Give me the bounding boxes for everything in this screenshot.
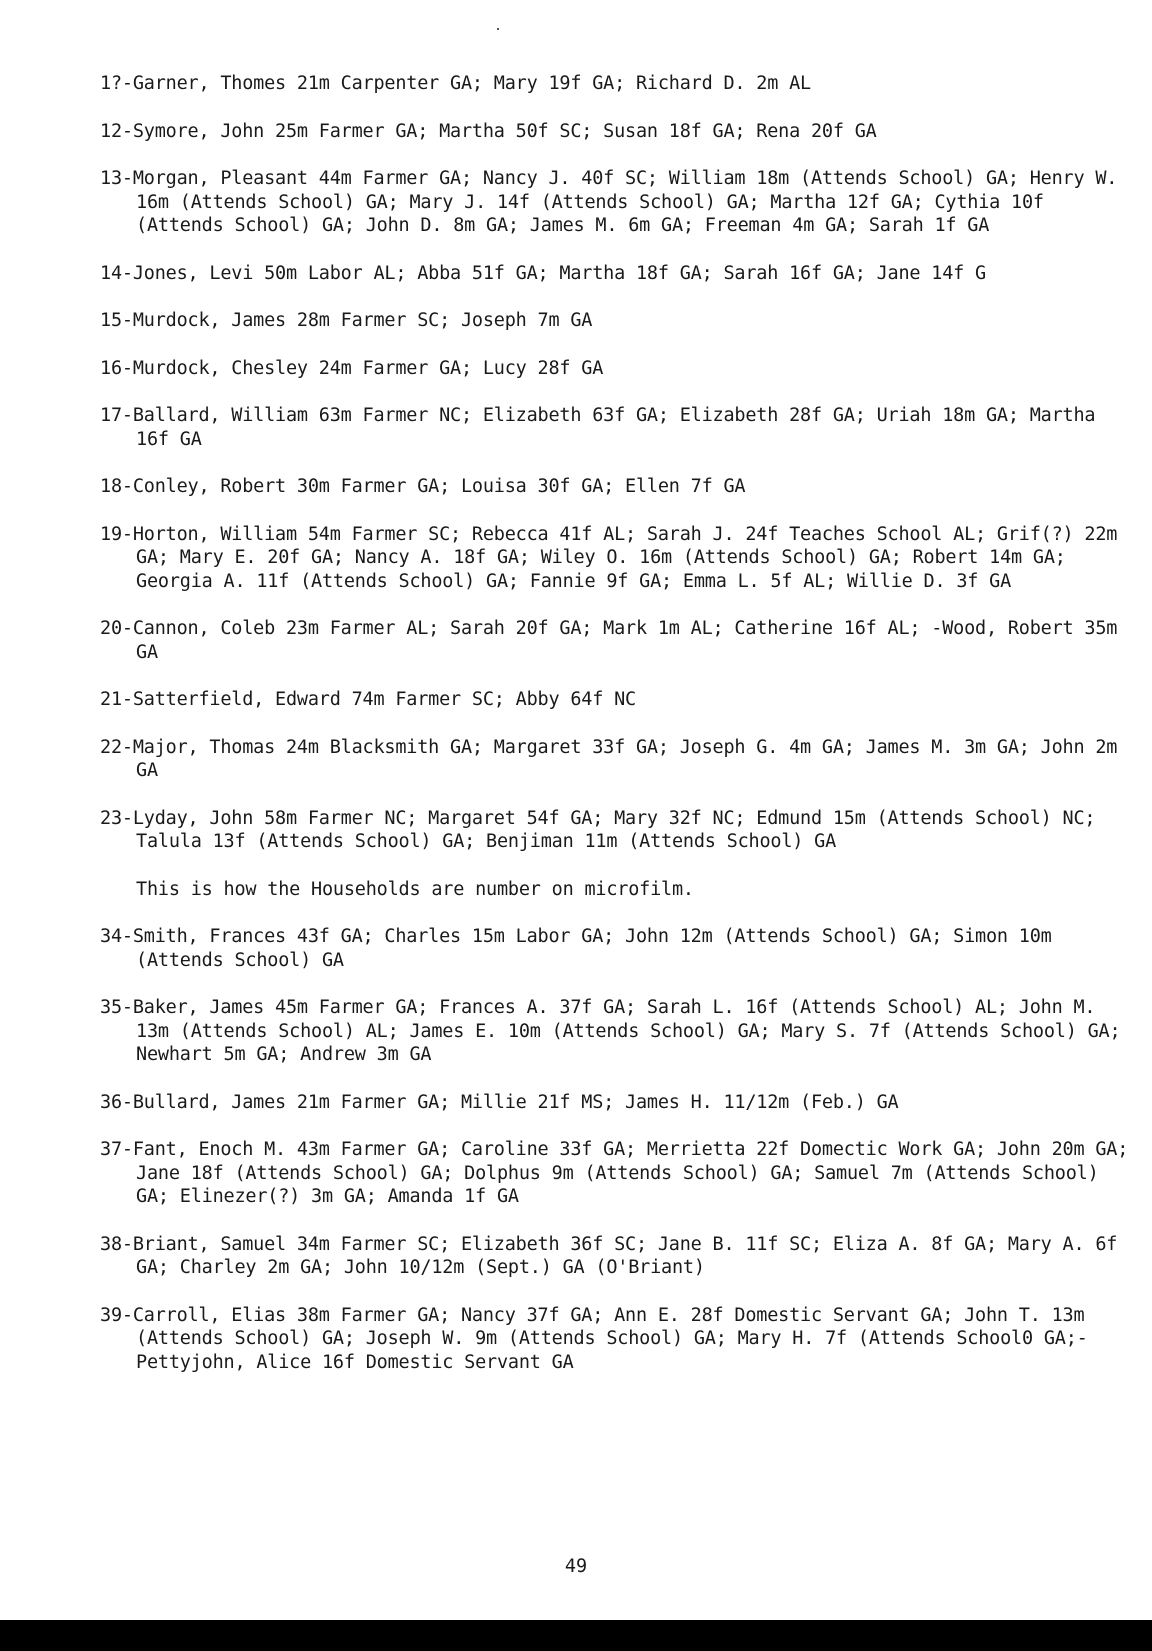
household-entry-21: 21-Satterfield, Edward 74m Farmer SC; Abby 64f NC: [100, 689, 636, 710]
household-entry-13: 13-Morgan, Pleasant 44m Farmer GA; Nancy J. 40f SC; William 18m (Attends School) GA; Henry W. 16m (Attends School) GA; Mary J. 14f (Attends School) GA; Martha 12f GA; Cythia 10f (Attends School) GA; John D. 8m GA; James M. 6m GA; Freeman 4m GA; Sarah 1f GA: [100, 168, 1118, 236]
household-entry-23: 23-Lyday, John 58m Farmer NC; Margaret 54f GA; Mary 32f NC; Edmund 15m (Attends School) NC; Talula 13f (Attends School) GA; Benjiman 11m (Attends School) GA: [100, 807, 1096, 852]
household-entry-20: 20-Cannon, Coleb 23m Farmer AL; Sarah 20f GA; Mark 1m AL; Catherine 16f AL; -Wood, Robert 35m GA: [100, 618, 1118, 663]
household-entry-36: 36-Bullard, James 21m Farmer GA; Millie 21f MS; James H. 11/12m (Feb.) GA: [100, 1091, 899, 1113]
household-entry-14: 14-Jones, Levi 50m Labor AL; Abba 51f GA; Martha 18f GA; Sarah 16f GA; Jane 14f G: [100, 262, 986, 284]
household-entry-37: 37-Fant, Enoch M. 43m Farmer GA; Caroline 33f GA; Merrietta 22f Domectic Work GA; John 20m GA; Jane 18f (Attends School) GA; Dolphus 9m (Attends School) GA; Samuel 7m (Attends School) GA; Elinezer(?) 3m GA; Amanda 1f GA: [100, 1139, 1129, 1207]
household-entry-12: 12-Symore, John 25m Farmer GA; Martha 50f SC; Susan 18f GA; Rena 20f GA: [100, 120, 877, 142]
household-entry-19: 19-Horton, William 54m Farmer SC; Rebecca 41f AL; Sarah J. 24f Teaches School AL; Grif(?) 22m GA; Mary E. 20f GA; Nancy A. 18f GA; Wiley O. 16m (Attends School) GA; Robert 14m GA; Georgia A. 11f (Attends School) GA; Fannie 9f GA; Emma L. 5f AL; Willie D. 3f GA: [100, 523, 1118, 592]
household-entry-15: 15-Murdock, James 28m Farmer SC; Joseph 7m GA: [100, 310, 593, 331]
household-entry-11: 1?-Garner, Thomes 21m Carpenter GA; Mary 19f GA; Richard D. 2m AL: [100, 73, 811, 94]
household-entry-17: 17-Ballard, William 63m Farmer NC; Elizabeth 63f GA; Elizabeth 28f GA; Uriah 18m GA; Martha 16f GA: [100, 405, 1096, 450]
household-entry-22: 22-Major, Thomas 24m Blacksmith GA; Margaret 33f GA; Joseph G. 4m GA; James M. 3m GA; John 2m GA: [100, 736, 1118, 781]
scan-bottom-border: [0, 1620, 1152, 1651]
scan-speck: [497, 28, 499, 30]
household-list: [100, 72, 1130, 1398]
household-entry-18: 18-Conley, Robert 30m Farmer GA; Louisa 30f GA; Ellen 7f GA: [100, 476, 746, 497]
household-entry-38: 38-Briant, Samuel 34m Farmer SC; Elizabeth 36f SC; Jane B. 11f SC; Eliza A. 8f GA; Mary A. 6f GA; Charley 2m GA; John 10/12m (Sept.) GA (O'Briant): [100, 1233, 1118, 1278]
household-entry-39: 39-Carroll, Elias 38m Farmer GA; Nancy 37f GA; Ann E. 28f Domestic Servant GA; John T. 13m (Attends School) GA; Joseph W. 9m (Attends School) GA; Mary H. 7f (Attends School0 GA;-Pettyjohn, Alice 16f Domestic Servant GA: [100, 1304, 1088, 1373]
microfilm-note: This is how the Households are number on microfilm.: [136, 878, 694, 900]
household-entry-16: 16-Murdock, Chesley 24m Farmer GA; Lucy 28f GA: [100, 357, 604, 379]
household-entry-35: 35-Baker, James 45m Farmer GA; Frances A. 37f GA; Sarah L. 16f (Attends School) AL; John M. 13m (Attends School) AL; James E. 10m (Attends School) GA; Mary S. 7f (Attends School) GA; Newhart 5m GA; Andrew 3m GA: [100, 997, 1121, 1065]
page-number: 49: [564, 1556, 588, 1577]
household-entry-34: 34-Smith, Frances 43f GA; Charles 15m Labor GA; John 12m (Attends School) GA; Simon 10m (Attends School) GA: [100, 926, 1052, 971]
